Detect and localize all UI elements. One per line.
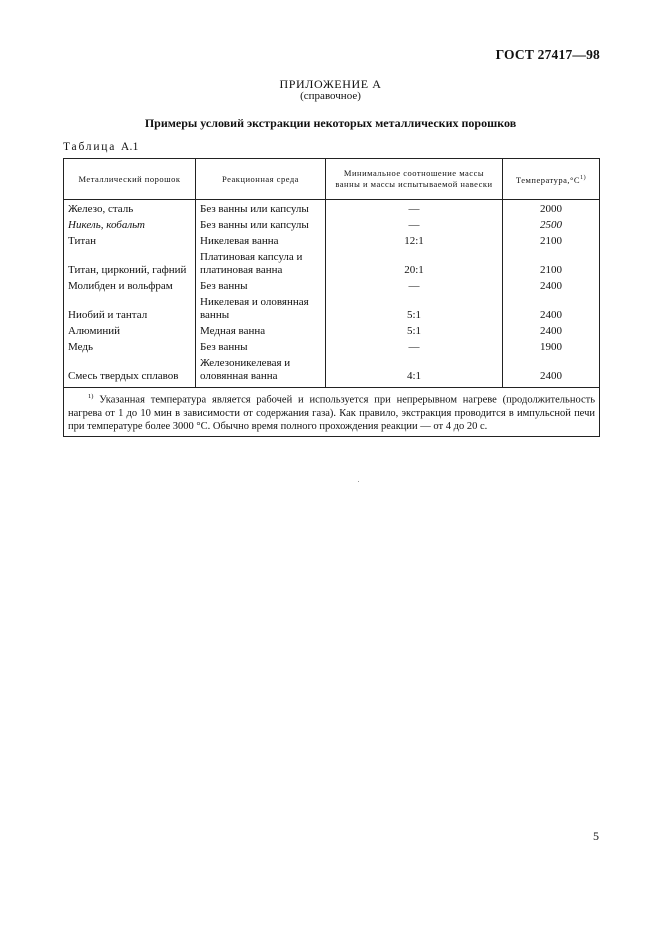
cell-metal: Титан: [64, 234, 196, 250]
page-speck: [358, 481, 359, 482]
cell-temperature: 1900: [503, 340, 600, 356]
table-row: [64, 218, 600, 234]
table-row: [64, 324, 600, 340]
column-header-temperature: [503, 159, 600, 200]
temperature-header-label: Температура,°С: [515, 174, 581, 185]
cell-metal: Титан, цирконий, гафний: [64, 250, 196, 279]
table-row: [64, 250, 600, 279]
appendix-title: ПРИЛОЖЕНИЕ А: [279, 77, 382, 91]
cell-metal: Смесь твердых сплавов: [64, 356, 196, 388]
table-row: [64, 234, 600, 250]
cell-medium: Без ванны: [196, 340, 326, 356]
cell-metal: Железо, сталь: [64, 200, 196, 219]
cell-medium: Без ванны или капсулы: [196, 200, 326, 219]
cell-medium: Медная ванна: [196, 324, 326, 340]
column-header-medium: Реакционная среда: [196, 159, 326, 200]
cell-medium: Никелевая и оловянная ванны: [196, 295, 326, 324]
cell-temperature: 2100: [503, 250, 600, 279]
cell-metal: Молибден и вольфрам: [64, 279, 196, 295]
appendix-subtitle: (справочное): [300, 90, 361, 102]
cell-ratio: —: [326, 279, 503, 295]
temperature-footnote-mark: 1): [580, 174, 587, 181]
cell-medium: Железоникелевая и оловянная ванна: [196, 356, 326, 388]
cell-temperature: 2500: [503, 218, 600, 234]
table-row: [64, 200, 600, 219]
column-header-metal: Металлический порошок: [64, 159, 196, 200]
table-caption-label: Таблица: [63, 141, 117, 153]
cell-temperature: 2400: [503, 324, 600, 340]
cell-medium: Платиновая капсула и платиновая ванна: [196, 250, 326, 279]
extraction-conditions-table: [63, 158, 600, 437]
cell-temperature: 2000: [503, 200, 600, 219]
footnote-mark: 1): [88, 393, 94, 400]
document-code: ГОСТ 27417—98: [495, 47, 600, 62]
footnote-text: Указанная температура является рабочей и используется при непрерывном нагреве (продолжительность нагрева от 1 до 10 мин в зависимости от содержания газа). Как правило, экстракция проводится в импульсной печи при температуре более 3000 °С. Обычно время полного прохождения реакции — от 4 до 20 с.: [68, 394, 595, 432]
page-number: 5: [593, 829, 599, 843]
cell-ratio: —: [326, 340, 503, 356]
table-row: [64, 356, 600, 388]
cell-ratio: 20:1: [326, 250, 503, 279]
cell-medium: Без ванны: [196, 279, 326, 295]
table-caption-number: А.1: [120, 141, 139, 153]
cell-temperature: 2400: [503, 356, 600, 388]
column-header-ratio: Минимальное соотношение массы ванны и массы испытываемой навески: [326, 159, 503, 200]
cell-ratio: —: [326, 218, 503, 234]
table-row: [64, 340, 600, 356]
table-caption: [63, 141, 139, 153]
cell-ratio: 5:1: [326, 324, 503, 340]
cell-metal: Ниобий и тантал: [64, 295, 196, 324]
cell-temperature: 2400: [503, 295, 600, 324]
cell-temperature: 2400: [503, 279, 600, 295]
cell-medium: Никелевая ванна: [196, 234, 326, 250]
table-footnote: [64, 388, 600, 437]
cell-ratio: 12:1: [326, 234, 503, 250]
cell-ratio: —: [326, 200, 503, 219]
cell-medium: Без ванны или капсулы: [196, 218, 326, 234]
footnote-row: [64, 388, 600, 437]
table-row: [64, 279, 600, 295]
cell-ratio: 4:1: [326, 356, 503, 388]
table-header-row: [64, 159, 600, 200]
table-body: [64, 200, 600, 388]
cell-metal: Медь: [64, 340, 196, 356]
cell-metal: Никель, кобальт: [64, 218, 196, 234]
table-row: [64, 295, 600, 324]
cell-ratio: 5:1: [326, 295, 503, 324]
cell-metal: Алюминий: [64, 324, 196, 340]
section-title: Примеры условий экстракции некоторых металлических порошков: [144, 116, 517, 130]
cell-temperature: 2100: [503, 234, 600, 250]
